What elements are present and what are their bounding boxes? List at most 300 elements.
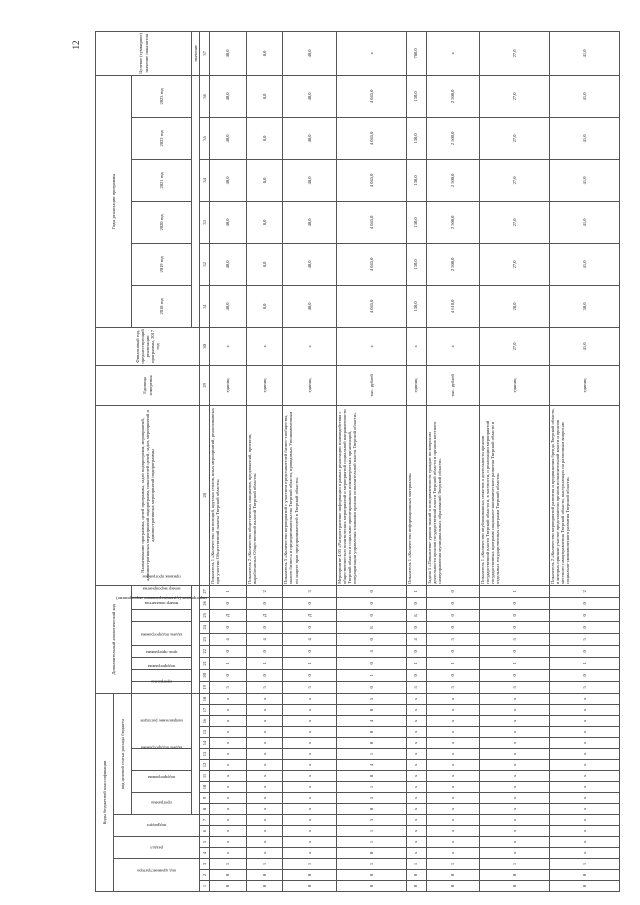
code-cell: х xyxy=(426,738,479,749)
add-subprogram-header: подпрограмма xyxy=(132,669,192,681)
code-cell: х xyxy=(479,815,549,826)
indicator-name-cell: Мероприятие 4.05 «Распространение информации в рамках реализации взаимодействия с общественностью политических мероприятий и мероприятий социальной направленности Тверской области и социально ориентированных некоммерческих организаций, популяризации управления знаниями органов исполнительной власти Тверской области» xyxy=(336,405,406,585)
code-cell: 5 xyxy=(406,681,426,693)
code-cell: х xyxy=(210,782,247,793)
column-number: 5 xyxy=(200,837,210,848)
year-value-cell: 8,0 xyxy=(246,243,283,285)
final-value-cell: х xyxy=(336,31,406,75)
code-cell: 1 xyxy=(479,585,549,597)
add-task-header: задача подпрограммы xyxy=(132,645,192,657)
add-indicator-number-header: номер показателя xyxy=(132,609,192,621)
code-cell: х xyxy=(246,749,283,760)
code-cell: х xyxy=(426,760,479,771)
code-cell: 0 xyxy=(246,645,283,657)
column-number: 31 xyxy=(200,285,210,327)
code-cell: х xyxy=(479,848,549,859)
column-number: 21 xyxy=(200,657,210,669)
table-row xyxy=(210,31,247,891)
code-cell: х xyxy=(283,837,336,848)
code-cell: х xyxy=(406,738,426,749)
code-cell: 0 xyxy=(549,870,619,881)
year-value-cell: 2 500,0 xyxy=(426,75,479,117)
code-cell: х xyxy=(283,804,336,815)
code-cell: х xyxy=(479,727,549,738)
column-number: 33 xyxy=(200,201,210,243)
column-number: 24 xyxy=(200,621,210,633)
code-cell: х xyxy=(210,848,247,859)
year-value-cell: 40,0 xyxy=(283,285,336,327)
code-cell: х xyxy=(283,771,336,782)
code-cell: х xyxy=(426,837,479,848)
code-cell: 0 xyxy=(426,609,479,621)
column-number: 2 xyxy=(200,870,210,881)
year-2018-header: 2018 год xyxy=(132,285,192,327)
code-cell: 1 xyxy=(283,859,336,870)
years-spacer xyxy=(192,75,200,327)
code-cell: 5 xyxy=(549,681,619,693)
final-value-cell: 8,0 xyxy=(246,31,283,75)
add-goal-header: цель программы xyxy=(132,657,192,669)
year-value-cell: 40,0 xyxy=(283,243,336,285)
code-cell: х xyxy=(246,771,283,782)
unit-cell: единиц xyxy=(283,365,336,405)
code-cell: х xyxy=(210,749,247,760)
code-cell: 0 xyxy=(336,585,406,597)
code-cell: 0 xyxy=(426,669,479,681)
column-number: 7 xyxy=(200,815,210,826)
year-value-cell: 40,0 xyxy=(210,285,247,327)
code-cell: х xyxy=(479,826,549,837)
column-numbers-row xyxy=(200,31,210,891)
admin-code-header: код администратора xyxy=(114,859,200,892)
code-cell: х xyxy=(210,760,247,771)
year-value-cell: 8,0 xyxy=(246,285,283,327)
code-cell: х xyxy=(210,693,247,704)
code-cell: х xyxy=(283,749,336,760)
add-program-header: программа xyxy=(132,681,192,693)
code-cell: 0 xyxy=(210,669,247,681)
indicator-name-cell: Показатель 2 «Количество общественных инициатив, предложений, проектов, выработанных Общественной палатой Тверской области» xyxy=(246,405,283,585)
year-2020-header: 2020 год xyxy=(132,201,192,243)
subsection-header: подраздел xyxy=(114,815,200,837)
code-cell: х xyxy=(210,837,247,848)
code-cell: 0 xyxy=(246,597,283,609)
code-cell: х xyxy=(549,716,619,727)
code-cell: х xyxy=(406,793,426,804)
year-value-cell: 8,0 xyxy=(246,201,283,243)
year-value-cell: 27,0 xyxy=(479,243,549,285)
year-2022-header: 2022 год xyxy=(132,117,192,159)
code-cell: х xyxy=(246,716,283,727)
table-row xyxy=(426,31,479,891)
indicator-name-cell: Задача 5 «Повышение уровня знаний и осведомленности граждан по вопросам деятельности органов государственной власти Тверской области и органов местного самоуправления муниципальных образований Тверской области» xyxy=(426,405,479,585)
column-number: 19 xyxy=(200,681,210,693)
code-cell: 1 xyxy=(406,585,426,597)
column-number: 37 xyxy=(200,31,210,75)
code-cell: х xyxy=(426,771,479,782)
code-cell: 4 xyxy=(283,633,336,645)
code-cell: 0 xyxy=(336,738,406,749)
code-cell: 4 xyxy=(246,633,283,645)
year-value-cell: 4 045,0 xyxy=(336,243,406,285)
code-cell: х xyxy=(479,793,549,804)
code-cell: х xyxy=(210,705,247,716)
code-cell: х xyxy=(426,727,479,738)
indicator-name-cell: Показатель 1 «Количество опубликованных сюжетов о деятельности органов государственной власти Тверской области и, в частности, о реализации мероприятий государственных программ социально-экономического развития Тверской области и отдельных государственных программ Тверской области» xyxy=(479,405,549,585)
code-cell: 0 xyxy=(426,870,479,881)
code-cell: 1 xyxy=(210,859,247,870)
table-row xyxy=(283,31,336,891)
column-number: 15 xyxy=(200,727,210,738)
indicator-name-cell: Показатель 1 «Количество экспозиций, круглых столов, иных мероприятий, реализованных при участии Общественной палаты Тверской области» xyxy=(210,405,247,585)
year-2021-header: 2021 год xyxy=(132,159,192,201)
code-cell: х xyxy=(246,782,283,793)
code-cell: х xyxy=(479,837,549,848)
year-value-cell: 30,0 xyxy=(549,285,619,327)
code-cell: 0 xyxy=(283,669,336,681)
column-number: 28 xyxy=(200,405,210,585)
base-year-cell: х xyxy=(426,327,479,365)
year-value-cell: 27,0 xyxy=(479,201,549,243)
code-cell: 5 xyxy=(479,633,549,645)
code-cell: х xyxy=(479,804,549,815)
code-cell: 0 xyxy=(336,681,406,693)
target-article-header: код целевой статьи расхода бюджета xyxy=(114,693,132,814)
code-cell: 0 xyxy=(549,669,619,681)
code-cell: 0 xyxy=(406,669,426,681)
code-cell: х xyxy=(246,793,283,804)
code-cell: 1 xyxy=(406,859,426,870)
additional-code-header: Дополнительный аналитический код xyxy=(96,585,132,693)
code-cell: 0 xyxy=(336,609,406,621)
final-value-cell: 40,0 xyxy=(210,31,247,75)
code-cell: 0 xyxy=(479,881,549,892)
code-cell: 0 xyxy=(210,597,247,609)
code-cell: 0 xyxy=(283,870,336,881)
code-cell: 4 xyxy=(336,760,406,771)
page-number: 12 xyxy=(71,40,81,50)
code-cell: 4 xyxy=(210,633,247,645)
table-row xyxy=(336,31,406,891)
code-cell: 0 xyxy=(406,870,426,881)
code-cell: 1 xyxy=(210,657,247,669)
base-year-column-header: Финансовый год, предшествующий реализации программы, 2017 год xyxy=(96,327,200,365)
year-value-cell: 40,0 xyxy=(283,201,336,243)
code-cell: 1 xyxy=(426,859,479,870)
code-cell: х xyxy=(479,771,549,782)
year-value-cell: 8,0 xyxy=(246,75,283,117)
code-cell: х xyxy=(283,782,336,793)
code-cell: х xyxy=(479,738,549,749)
column-number: 4 xyxy=(200,848,210,859)
code-cell: 0 xyxy=(283,597,336,609)
code-cell: х xyxy=(549,771,619,782)
name-column-header: Наименование программы, целей программы, задач подпрограмм, мероприятий, административных мероприятий подпрограмм, показателей целей, задач, мероприятий и административных мероприятий подпрограммы xyxy=(96,405,200,585)
year-value-cell: 27,0 xyxy=(479,159,549,201)
code-cell: 0 xyxy=(479,645,549,657)
code-cell: 0 xyxy=(426,881,479,892)
code-cell: х xyxy=(549,782,619,793)
code-cell: 4 xyxy=(406,633,426,645)
code-cell: Б xyxy=(406,609,426,621)
code-cell: х xyxy=(210,771,247,782)
code-cell: 0 xyxy=(336,881,406,892)
code-cell: 0 xyxy=(336,771,406,782)
year-value-cell: 41,0 xyxy=(549,243,619,285)
base-year-cell: х xyxy=(283,327,336,365)
unit-cell: единиц xyxy=(406,365,426,405)
code-cell: х xyxy=(210,826,247,837)
code-cell: Д xyxy=(283,609,336,621)
table-body xyxy=(210,31,620,891)
year-value-cell: 40,0 xyxy=(283,159,336,201)
year-value-cell: 40,0 xyxy=(283,117,336,159)
program-code-header: программа xyxy=(132,793,192,815)
code-cell: 0 xyxy=(406,645,426,657)
code-cell: 0 xyxy=(336,727,406,738)
column-number: 36 xyxy=(200,75,210,117)
code-cell: х xyxy=(210,815,247,826)
base-year-cell: х xyxy=(406,327,426,365)
code-cell: х xyxy=(549,693,619,704)
unit-cell: единиц xyxy=(246,365,283,405)
subprogram-code-header: подпрограмма xyxy=(132,771,192,793)
expense-direction-header: направление расходов xyxy=(132,693,192,748)
code-cell: 1 xyxy=(246,859,283,870)
year-value-cell: 130,0 xyxy=(406,201,426,243)
code-cell: 0 xyxy=(479,621,549,633)
column-number: 26 xyxy=(200,597,210,609)
code-cell: 1 xyxy=(479,859,549,870)
code-cell: 0 xyxy=(283,621,336,633)
code-cell: 0 xyxy=(549,609,619,621)
year-value-cell: 2 500,0 xyxy=(426,159,479,201)
column-number: 6 xyxy=(200,826,210,837)
year-value-cell: 4 045,0 xyxy=(336,285,406,327)
year-value-cell: 40,0 xyxy=(283,75,336,117)
unit-cell: тыс. рублей xyxy=(336,365,406,405)
code-cell: х xyxy=(210,738,247,749)
code-cell: Д xyxy=(210,609,247,621)
code-cell: 0 xyxy=(426,597,479,609)
code-cell: х xyxy=(406,749,426,760)
code-cell: х xyxy=(210,804,247,815)
code-cell: х xyxy=(549,705,619,716)
code-cell: 0 xyxy=(406,621,426,633)
column-number: 23 xyxy=(200,633,210,645)
program-indicators-table xyxy=(95,31,620,892)
year-value-cell: 130,0 xyxy=(406,159,426,201)
code-cell: 0 xyxy=(336,657,406,669)
year-value-cell: 2 500,0 xyxy=(426,117,479,159)
code-cell: 3 xyxy=(283,585,336,597)
final-value-header: Целевое (суммарное) значение показателя xyxy=(96,31,192,75)
code-cell: х xyxy=(406,716,426,727)
indicator-name-cell: Показатель 1 «Количество информационных материалов» xyxy=(406,405,426,585)
code-cell: х xyxy=(426,826,479,837)
code-cell: 4 xyxy=(336,716,406,727)
year-value-cell: 40,0 xyxy=(210,243,247,285)
code-cell: х xyxy=(283,826,336,837)
code-cell: 0 xyxy=(336,705,406,716)
code-cell: 0 xyxy=(426,585,479,597)
column-number: 9 xyxy=(200,793,210,804)
code-cell: 5 xyxy=(336,693,406,704)
code-cell: х xyxy=(426,782,479,793)
column-number: 34 xyxy=(200,159,210,201)
code-cell: 0 xyxy=(246,870,283,881)
code-cell: х xyxy=(246,826,283,837)
years-column-header: Годы реализации программы xyxy=(96,75,132,327)
column-number: 14 xyxy=(200,738,210,749)
code-cell: 0 xyxy=(246,621,283,633)
code-cell: х xyxy=(426,804,479,815)
column-number: 22 xyxy=(200,645,210,657)
code-cell: 0 xyxy=(406,597,426,609)
code-cell: х xyxy=(246,727,283,738)
code-cell: 1 xyxy=(479,657,549,669)
code-cell: х xyxy=(246,815,283,826)
code-cell: 1 xyxy=(336,837,406,848)
year-2023-header: 2023 год xyxy=(132,75,192,117)
code-cell: 0 xyxy=(210,621,247,633)
code-cell: 0 xyxy=(210,881,247,892)
code-cell: х xyxy=(479,749,549,760)
code-cell: 1 xyxy=(336,749,406,760)
year-value-cell: 4 045,0 xyxy=(336,117,406,159)
year-value-cell: 130,0 xyxy=(406,75,426,117)
program-table-rotated xyxy=(95,33,620,892)
column-number: 32 xyxy=(200,243,210,285)
code-cell: 0 xyxy=(426,621,479,633)
year-value-cell: 41,0 xyxy=(549,201,619,243)
code-cell: х xyxy=(479,705,549,716)
code-cell: 5 xyxy=(246,681,283,693)
final-value-cell: х xyxy=(426,31,479,75)
code-cell: 0 xyxy=(549,621,619,633)
base-year-cell: х xyxy=(246,327,283,365)
column-number: 16 xyxy=(200,716,210,727)
code-cell: х xyxy=(426,815,479,826)
code-cell: х xyxy=(549,815,619,826)
unit-cell: тыс. рублей xyxy=(426,365,479,405)
code-cell: х xyxy=(283,705,336,716)
code-cell: 0 xyxy=(479,870,549,881)
base-year-cell: х xyxy=(336,327,406,365)
code-cell: х xyxy=(426,716,479,727)
code-cell: х xyxy=(246,760,283,771)
code-cell: х xyxy=(406,782,426,793)
code-cell: х xyxy=(549,760,619,771)
column-number: 29 xyxy=(200,365,210,405)
column-number: 17 xyxy=(200,705,210,716)
column-number: 12 xyxy=(200,760,210,771)
column-number: 27 xyxy=(200,585,210,597)
code-cell: х xyxy=(210,716,247,727)
code-cell: 1 xyxy=(336,859,406,870)
year-value-cell: 41,0 xyxy=(549,117,619,159)
year-value-cell: 4 045,0 xyxy=(336,75,406,117)
table-row xyxy=(406,31,426,891)
code-cell: х xyxy=(406,804,426,815)
code-cell: 0 xyxy=(426,645,479,657)
code-cell: х xyxy=(549,738,619,749)
column-number: 25 xyxy=(200,609,210,621)
code-cell: 0 xyxy=(210,870,247,881)
code-cell: 1 xyxy=(210,585,247,597)
code-cell: 2 xyxy=(246,585,283,597)
column-number: 3 xyxy=(200,859,210,870)
code-cell: х xyxy=(549,727,619,738)
code-cell: 0 xyxy=(479,609,549,621)
year-value-cell: 130,0 xyxy=(406,243,426,285)
code-cell: х xyxy=(549,793,619,804)
code-cell: х xyxy=(283,760,336,771)
code-cell: х xyxy=(479,716,549,727)
table-row xyxy=(549,31,619,891)
indicator-name-cell: Показатель 2 «Количество мероприятий развития и продвижения бренда Тверской области, в которых приняли участие представители органов исполнительной власти и органов местного самоуправления Тверской области, выступающих по различным вопросам социально-экономического развития Тверской области» xyxy=(549,405,619,585)
code-cell: 0 xyxy=(479,597,549,609)
code-cell: 0 xyxy=(549,881,619,892)
code-cell: 5 xyxy=(210,681,247,693)
year-value-cell: 40,0 xyxy=(210,117,247,159)
unit-column-header: Единица измерения xyxy=(96,365,200,405)
column-number: 35 xyxy=(200,117,210,159)
code-cell: х xyxy=(406,815,426,826)
year-value-cell: 27,0 xyxy=(479,75,549,117)
code-cell: Б xyxy=(336,621,406,633)
column-number: 18 xyxy=(200,693,210,704)
code-cell: 0 xyxy=(246,881,283,892)
add-event-header: мероприятие (административное мероприятие) xyxy=(132,621,192,645)
code-cell: 0 xyxy=(549,597,619,609)
column-number: 10 xyxy=(200,782,210,793)
code-cell: х xyxy=(549,848,619,859)
year-value-cell: 4 045,0 xyxy=(336,201,406,243)
year-value-cell: 2 500,0 xyxy=(426,243,479,285)
code-cell: х xyxy=(549,837,619,848)
code-cell: х xyxy=(210,793,247,804)
code-cell: х xyxy=(406,693,426,704)
code-cell: х xyxy=(549,749,619,760)
task-code-header: задача подпрограммы xyxy=(132,749,192,771)
year-value-cell: 4 045,0 xyxy=(336,159,406,201)
unit-cell: единиц xyxy=(210,365,247,405)
code-cell: 0 xyxy=(336,633,406,645)
year-value-cell: 8,0 xyxy=(246,159,283,201)
code-cell: 2 xyxy=(549,585,619,597)
code-cell: х xyxy=(283,727,336,738)
base-year-cell: х xyxy=(210,327,247,365)
code-cell: 1 xyxy=(283,657,336,669)
code-cell: х xyxy=(549,804,619,815)
code-cell: 0 xyxy=(549,645,619,657)
year-value-cell: 4 610,0 xyxy=(426,285,479,327)
table-row xyxy=(246,31,283,891)
year-value-cell: 8,0 xyxy=(246,117,283,159)
column-number: 20 xyxy=(200,669,210,681)
code-cell: х xyxy=(406,727,426,738)
code-cell: 5 xyxy=(549,633,619,645)
code-cell: х xyxy=(406,705,426,716)
code-cell: 0 xyxy=(336,804,406,815)
code-cell: х xyxy=(246,804,283,815)
additional-spacer xyxy=(192,585,200,693)
final-value-cell: 40,0 xyxy=(283,31,336,75)
code-cell: х xyxy=(406,837,426,848)
code-cell: х xyxy=(246,837,283,848)
code-cell: х xyxy=(406,848,426,859)
